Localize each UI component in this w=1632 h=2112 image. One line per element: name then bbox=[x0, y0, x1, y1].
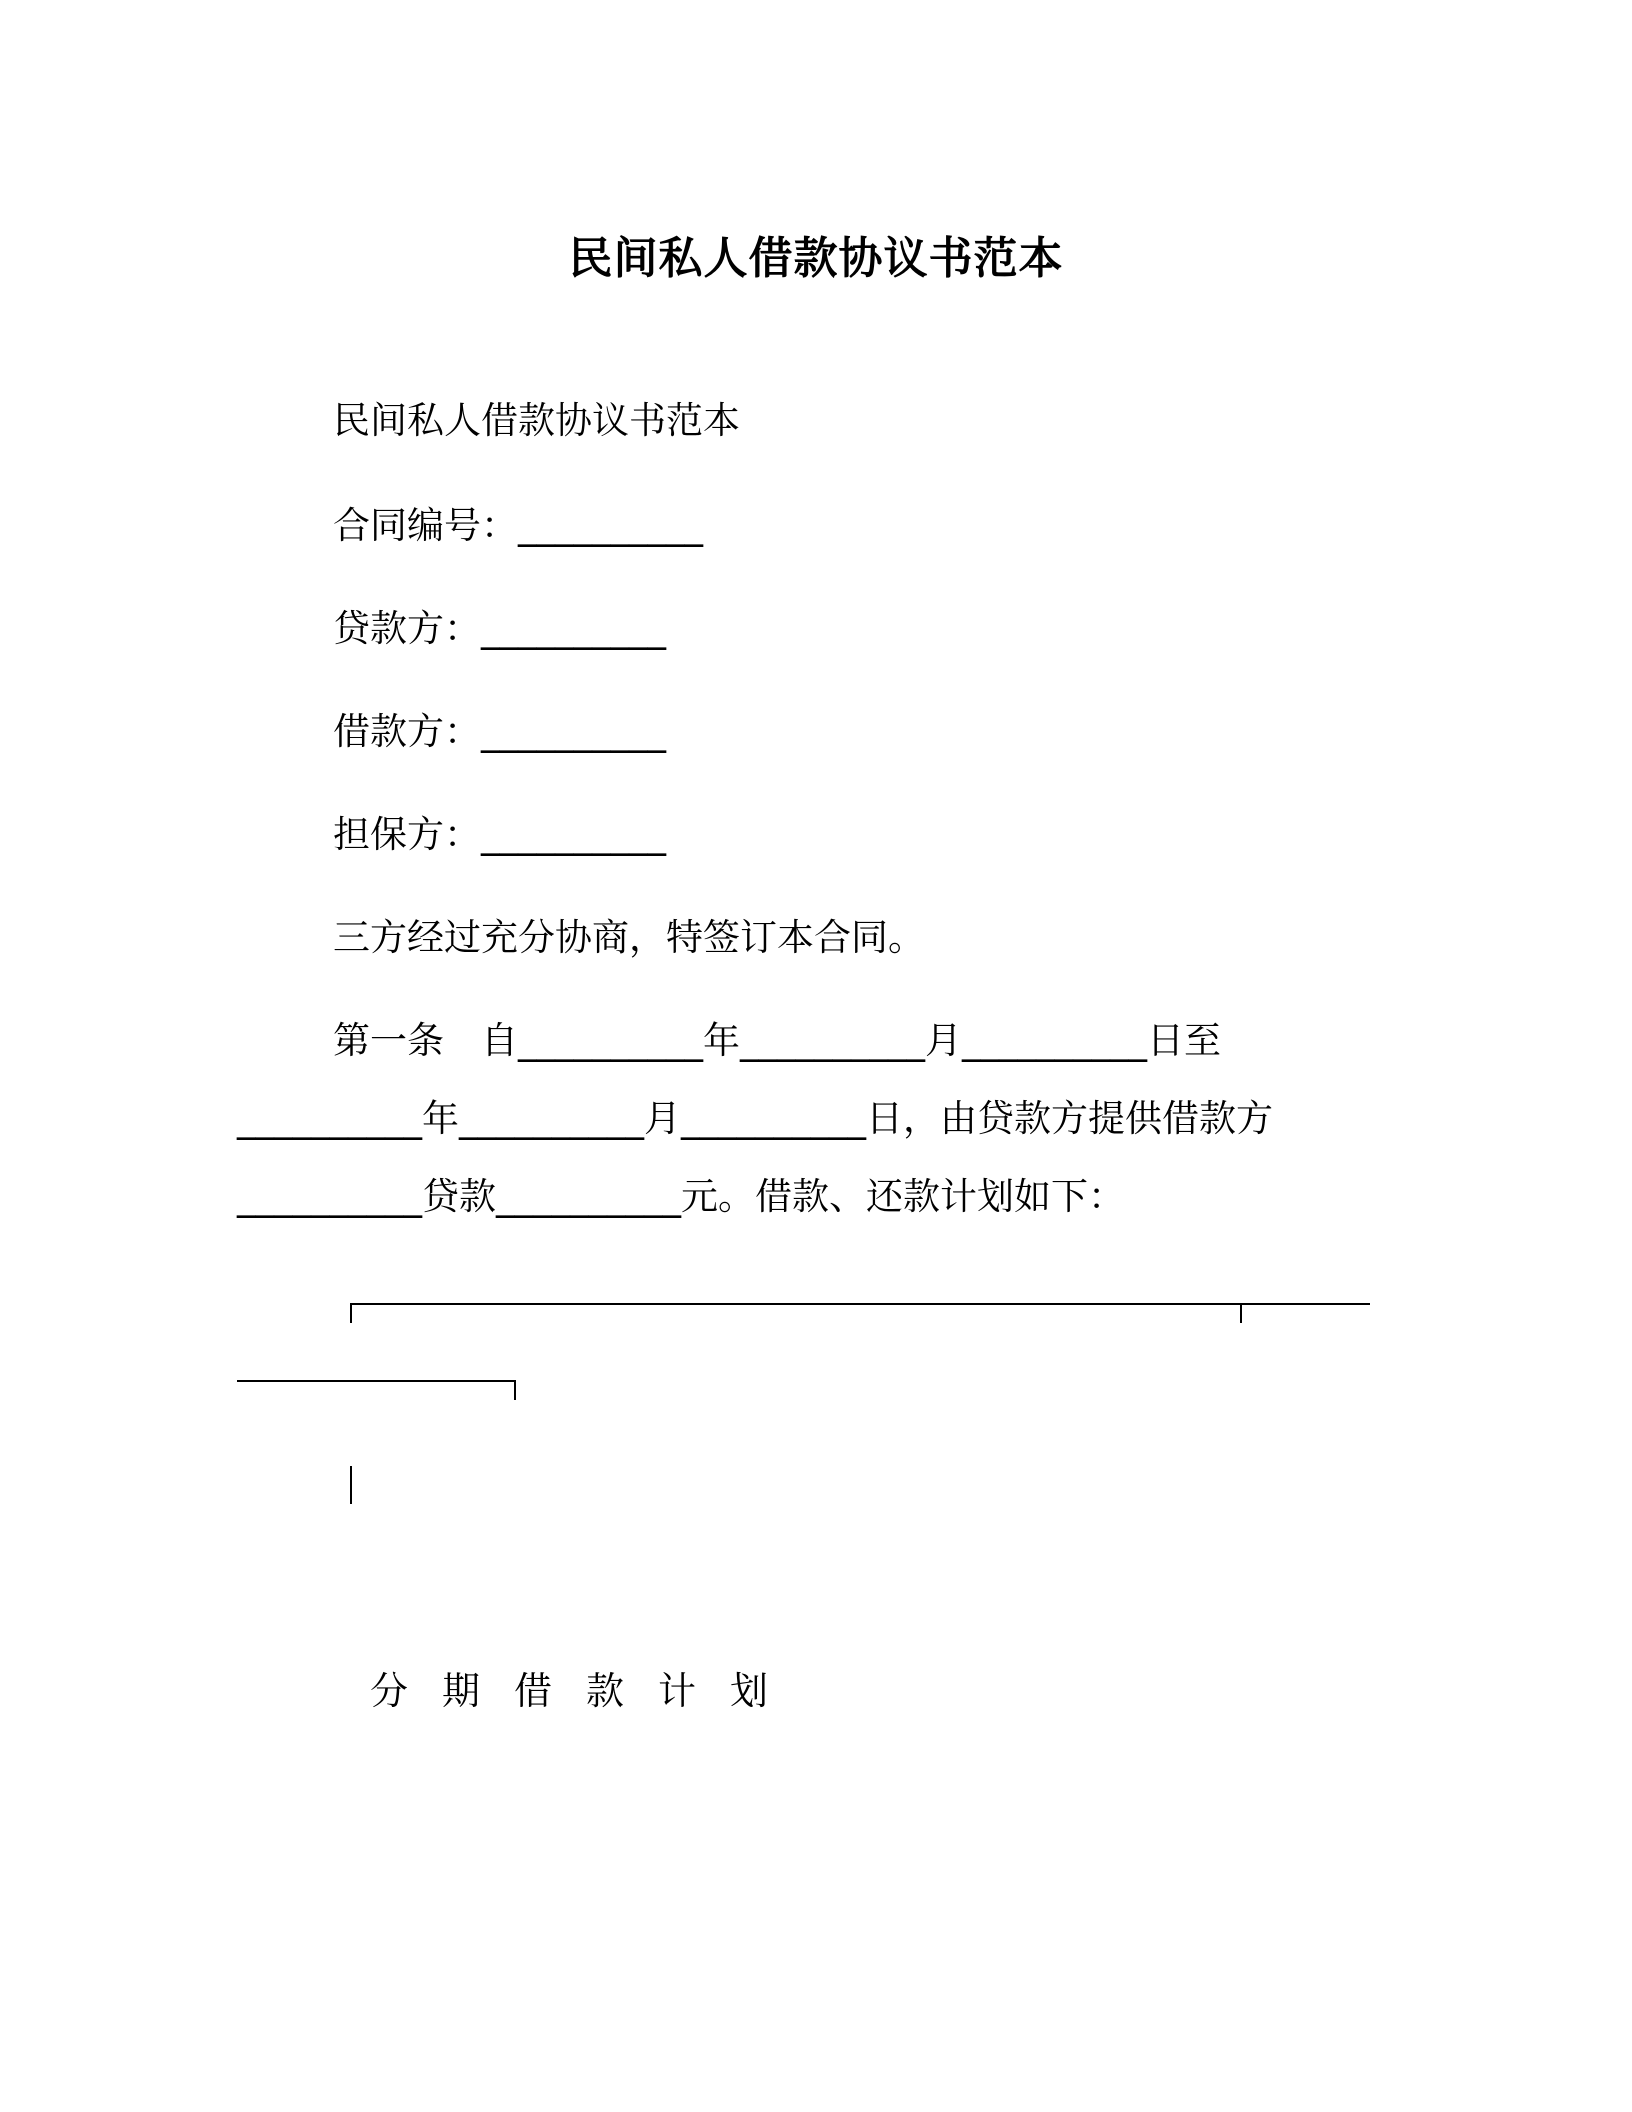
article-1-line-1: 第一条 自__________年__________月__________日至 bbox=[333, 1019, 1221, 1062]
document-subtitle: 民间私人借款协议书范本 bbox=[333, 399, 740, 442]
agreement-statement: 三方经过充分协商，特签订本合同。 bbox=[333, 916, 925, 959]
article-1-line-3: __________贷款__________元。借款、还款计划如下： bbox=[237, 1175, 1125, 1218]
article-1-line-2: __________年__________月__________日，由贷款方提供借款方 bbox=[237, 1097, 1273, 1140]
installment-plan-heading: 分期借款计划 bbox=[370, 1669, 803, 1713]
contract-number-field: 合同编号：__________ bbox=[333, 504, 703, 547]
guarantor-field: 担保方：__________ bbox=[333, 813, 666, 856]
page-title: 民间私人借款协议书范本 bbox=[568, 233, 1064, 284]
borrower-field: 借款方：__________ bbox=[333, 710, 666, 753]
lender-field: 贷款方：__________ bbox=[333, 607, 666, 650]
